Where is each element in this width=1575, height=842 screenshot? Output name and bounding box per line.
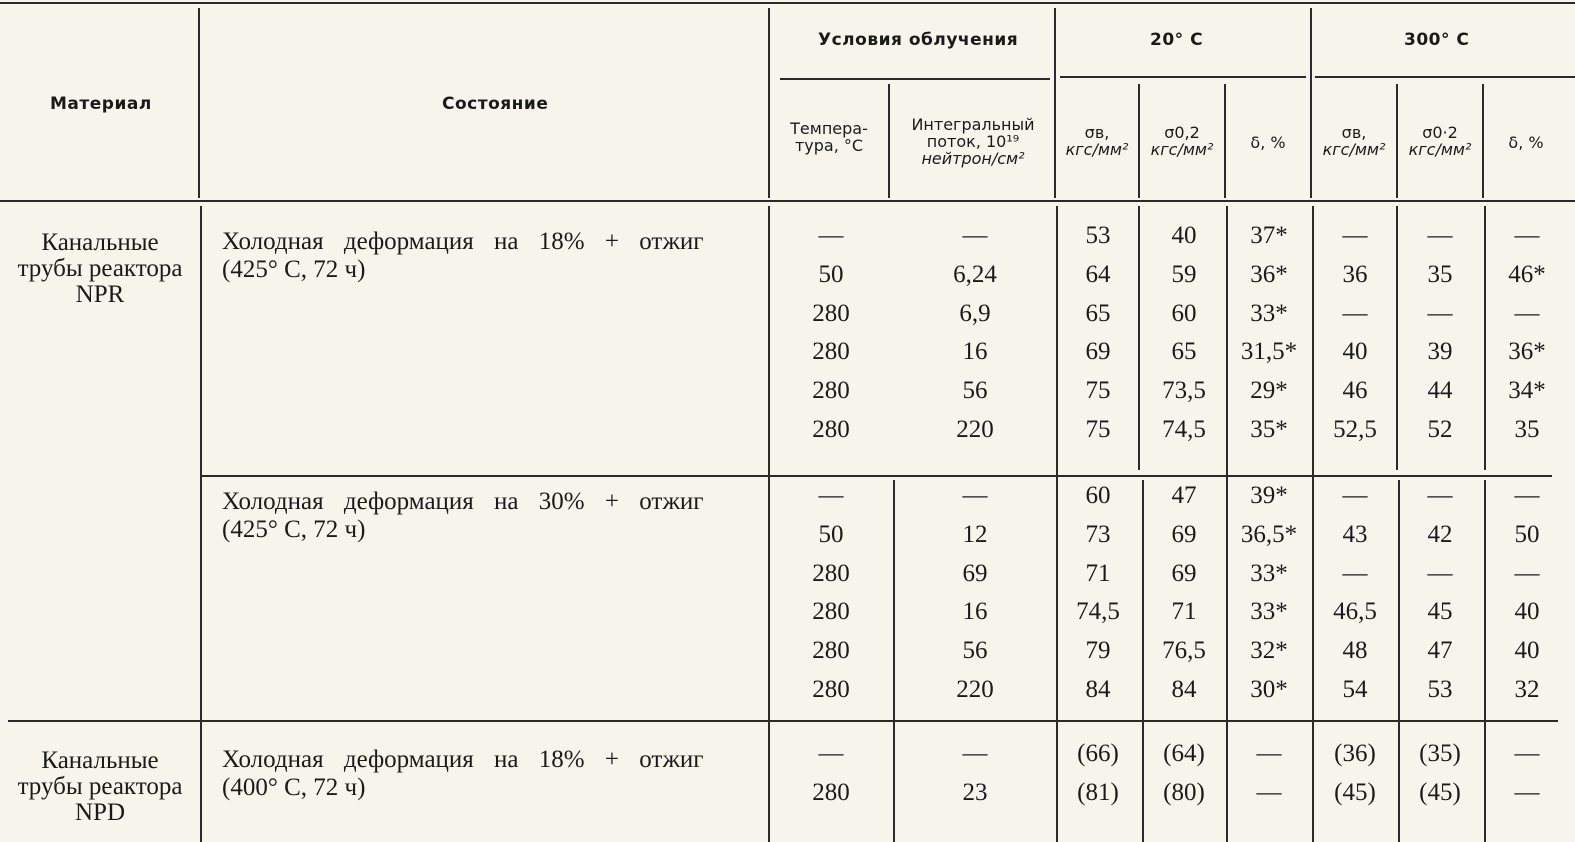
cell-sigma-b-300: — [1342,299,1368,327]
cell-sigma-b-300: 52,5 [1333,416,1377,443]
cell-sigma-b-300: (36) [1334,740,1376,767]
top-rule [0,2,1575,4]
cell-flux: 6,9 [959,299,991,327]
sigma-02-300-symbol: σ0·2 [1422,123,1458,142]
header-flux [892,116,1054,167]
cell-delta-20: 30* [1250,676,1288,703]
cell-sigma-02-20: 73,5 [1162,377,1206,405]
cell-sigma-b-300: — [1342,222,1368,249]
cell-delta-300: — [1514,222,1540,249]
cell-temp: — [818,222,844,249]
cell-temp: 280 [812,416,850,443]
cell-temp: 280 [812,299,850,327]
material-npr-l1: Канальные [41,229,159,256]
cell-sigma-b-300: 54 [1342,676,1368,703]
material-npd [0,748,200,826]
sigma-b-300-unit: кгс/мм² [1322,140,1386,159]
vline-temp-flux-hdr [888,84,890,198]
cell-delta-20: — [1256,740,1282,767]
cell-delta-300: 35 [1514,416,1540,443]
group2-rule [202,475,1552,477]
cell-sigma-02-20: 71 [1171,598,1197,626]
vline-20-a [1138,206,1140,470]
cell-flux: — [962,222,988,249]
cell-sigma-02-300: — [1427,299,1453,327]
material-npd-l3: NPD [74,799,125,826]
cell-delta-300: 50 [1514,520,1540,548]
cell-sigma-02-20: 59 [1171,260,1197,288]
header-temperature-l1: Темпера- [790,119,868,138]
vline-irr-20-hdr [1054,8,1056,198]
cell-sigma-02-20: 69 [1171,520,1197,548]
cell-sigma-b-20: 75 [1085,416,1111,443]
header-flux-l1: Интегральный [911,115,1035,134]
cell-flux: 56 [962,377,988,405]
header-irradiation: Условия облучения [818,30,1019,50]
cell-sigma-b-20: 79 [1085,637,1111,665]
cell-sigma-b-20: (81) [1077,778,1119,806]
cell-flux: 12 [962,520,988,548]
cell-delta-20: — [1256,778,1282,806]
cell-delta-20: 29* [1250,377,1288,405]
cell-sigma-02-20: 40 [1171,222,1197,249]
cell-delta-300: — [1514,740,1540,767]
cell-temp: — [818,482,844,509]
cell-temp: 280 [812,676,850,703]
cell-delta-300: 34* [1508,377,1546,405]
cell-sigma-02-20: 47 [1171,482,1197,509]
cell-temp: 280 [812,598,850,626]
header-sigma-02-20 [1140,124,1224,158]
cell-sigma-b-300: 46 [1342,377,1368,405]
cell-flux: — [962,740,988,767]
cell-delta-300: 46* [1508,260,1546,288]
cell-sigma-02-300: 44 [1427,377,1453,405]
cell-flux: 220 [956,676,994,703]
header-temperature-l2: тура, °С [794,136,864,155]
state-3-l2: (400° С, 72 ч) [222,774,366,801]
cell-sigma-b-20: 64 [1085,260,1111,288]
state-group-1 [222,228,704,284]
cell-temp: 280 [812,377,850,405]
cell-sigma-02-300: 39 [1427,338,1453,366]
cell-sigma-02-300: — [1427,482,1453,509]
cell-sigma-02-20: (80) [1163,778,1205,806]
header-delta-20: δ, % [1250,133,1286,152]
header-bottom-rule [0,200,1575,202]
irradiation-underline [780,78,1050,80]
vline-material-state [200,206,202,842]
cell-delta-300: 40 [1514,598,1540,626]
sigma-02-300-unit: кгс/мм² [1408,140,1472,159]
cell-sigma-02-300: 42 [1427,520,1453,548]
material-npr-l2: трубы реактора [17,255,183,282]
t300-underline [1315,76,1575,78]
cell-delta-300: 36* [1508,338,1546,366]
cell-delta-300: — [1514,299,1540,327]
cell-flux: 16 [962,338,988,366]
header-flux-l3: нейтрон/см² [921,149,1025,168]
group3-rule [8,720,1558,722]
cell-sigma-b-300: 40 [1342,338,1368,366]
header-material: Материал [50,94,152,114]
vline-state-irr-hdr [768,8,770,198]
cell-sigma-b-300: 46,5 [1333,598,1377,626]
cell-sigma-b-300: 36 [1342,260,1368,288]
cell-sigma-02-20: 65 [1171,338,1197,366]
cell-sigma-02-20: 69 [1171,559,1197,587]
state-2-l2: (425° С, 72 ч) [222,516,366,543]
material-npd-l2: трубы реактора [17,773,183,800]
cell-sigma-b-20: 74,5 [1076,598,1120,626]
cell-delta-300: — [1514,778,1540,806]
cell-sigma-02-20: 74,5 [1162,416,1206,443]
cell-delta-300: 40 [1514,637,1540,665]
cell-temp: 280 [812,559,850,587]
cell-delta-20: 35* [1250,416,1288,443]
cell-delta-300: — [1514,559,1540,587]
cell-sigma-02-300: 53 [1427,676,1453,703]
cell-sigma-02-300: — [1427,222,1453,249]
cell-flux: 16 [962,598,988,626]
cell-delta-20: 36* [1250,260,1288,288]
cell-delta-300: — [1514,482,1540,509]
cell-sigma-b-300: (45) [1334,778,1376,806]
cell-sigma-b-300: 43 [1342,520,1368,548]
header-sigma-02-300 [1398,124,1482,158]
cell-flux: 56 [962,637,988,665]
state-group-2 [222,488,704,544]
cell-sigma-02-20: 76,5 [1162,637,1206,665]
cell-sigma-b-300: — [1342,559,1368,587]
cell-delta-20: 36,5* [1240,520,1298,548]
header-300c: 300° С [1404,30,1470,50]
cell-flux: 23 [962,778,988,806]
cell-delta-20: 33* [1250,598,1288,626]
vline-20-300-hdr [1310,8,1312,198]
cell-sigma-b-20: 65 [1085,299,1111,327]
cell-sigma-b-20: (66) [1077,740,1119,767]
cell-sigma-02-300: (35) [1419,740,1461,767]
cell-temp: 280 [812,338,850,366]
sigma-02-20-symbol: σ0,2 [1164,123,1200,142]
cell-sigma-02-20: (64) [1163,740,1205,767]
sigma-b-20-symbol: σв, [1084,123,1110,142]
cell-sigma-b-300: 48 [1342,637,1368,665]
cell-temp: 50 [818,260,844,288]
cell-temp: — [818,740,844,767]
cell-sigma-b-20: 71 [1085,559,1111,587]
cell-sigma-02-300: 52 [1427,416,1453,443]
t20-underline [1060,76,1306,78]
sigma-02-20-unit: кгс/мм² [1150,140,1214,159]
cell-sigma-b-20: 53 [1085,222,1111,249]
cell-flux: — [962,482,988,509]
cell-sigma-b-20: 60 [1085,482,1111,509]
sigma-b-20-unit: кгс/мм² [1065,140,1129,159]
cell-flux: 220 [956,416,994,443]
header-temperature [772,120,886,154]
state-1-l1: Холодная деформация на 18% + отжиг [222,228,704,255]
header-sigma-b-20 [1056,124,1138,158]
vline-state-temp [768,206,770,842]
cell-temp: 50 [818,520,844,548]
cell-flux: 6,24 [953,260,997,288]
cell-sigma-02-300: 45 [1427,598,1453,626]
cell-delta-20: 31,5* [1240,338,1298,366]
header-sigma-b-300 [1312,124,1396,158]
material-npr [0,230,200,308]
cell-delta-20: 33* [1250,559,1288,587]
cell-delta-300: 32 [1514,676,1540,703]
vline-material-state-hdr [198,8,200,198]
cell-sigma-02-300: 35 [1427,260,1453,288]
header-state: Состояние [442,94,549,114]
cell-sigma-b-20: 75 [1085,377,1111,405]
cell-flux: 69 [962,559,988,587]
sigma-b-300-symbol: σв, [1341,123,1367,142]
cell-sigma-b-20: 69 [1085,338,1111,366]
cell-sigma-02-300: — [1427,559,1453,587]
header-delta-300: δ, % [1508,133,1544,152]
cell-sigma-02-20: 84 [1171,676,1197,703]
material-npd-l1: Канальные [41,747,159,774]
cell-delta-20: 33* [1250,299,1288,327]
cell-sigma-b-20: 73 [1085,520,1111,548]
state-2-l1: Холодная деформация на 30% + отжиг [222,488,704,515]
cell-sigma-b-20: 84 [1085,676,1111,703]
vline-temp-flux [893,480,895,842]
cell-sigma-b-300: — [1342,482,1368,509]
state-group-3 [222,746,704,802]
material-npr-l3: NPR [75,281,125,308]
state-1-l2: (425° С, 72 ч) [222,256,366,283]
cell-temp: 280 [812,778,850,806]
header-flux-l2: поток, 10¹⁹ [926,132,1020,151]
cell-delta-20: 39* [1250,482,1288,509]
header-20c: 20° С [1150,30,1204,50]
cell-sigma-02-20: 60 [1171,299,1197,327]
cell-sigma-02-300: (45) [1419,778,1461,806]
cell-temp: 280 [812,637,850,665]
cell-sigma-02-300: 47 [1427,637,1453,665]
cell-delta-20: 32* [1250,637,1288,665]
state-3-l1: Холодная деформация на 18% + отжиг [222,746,704,773]
cell-delta-20: 37* [1250,222,1288,249]
